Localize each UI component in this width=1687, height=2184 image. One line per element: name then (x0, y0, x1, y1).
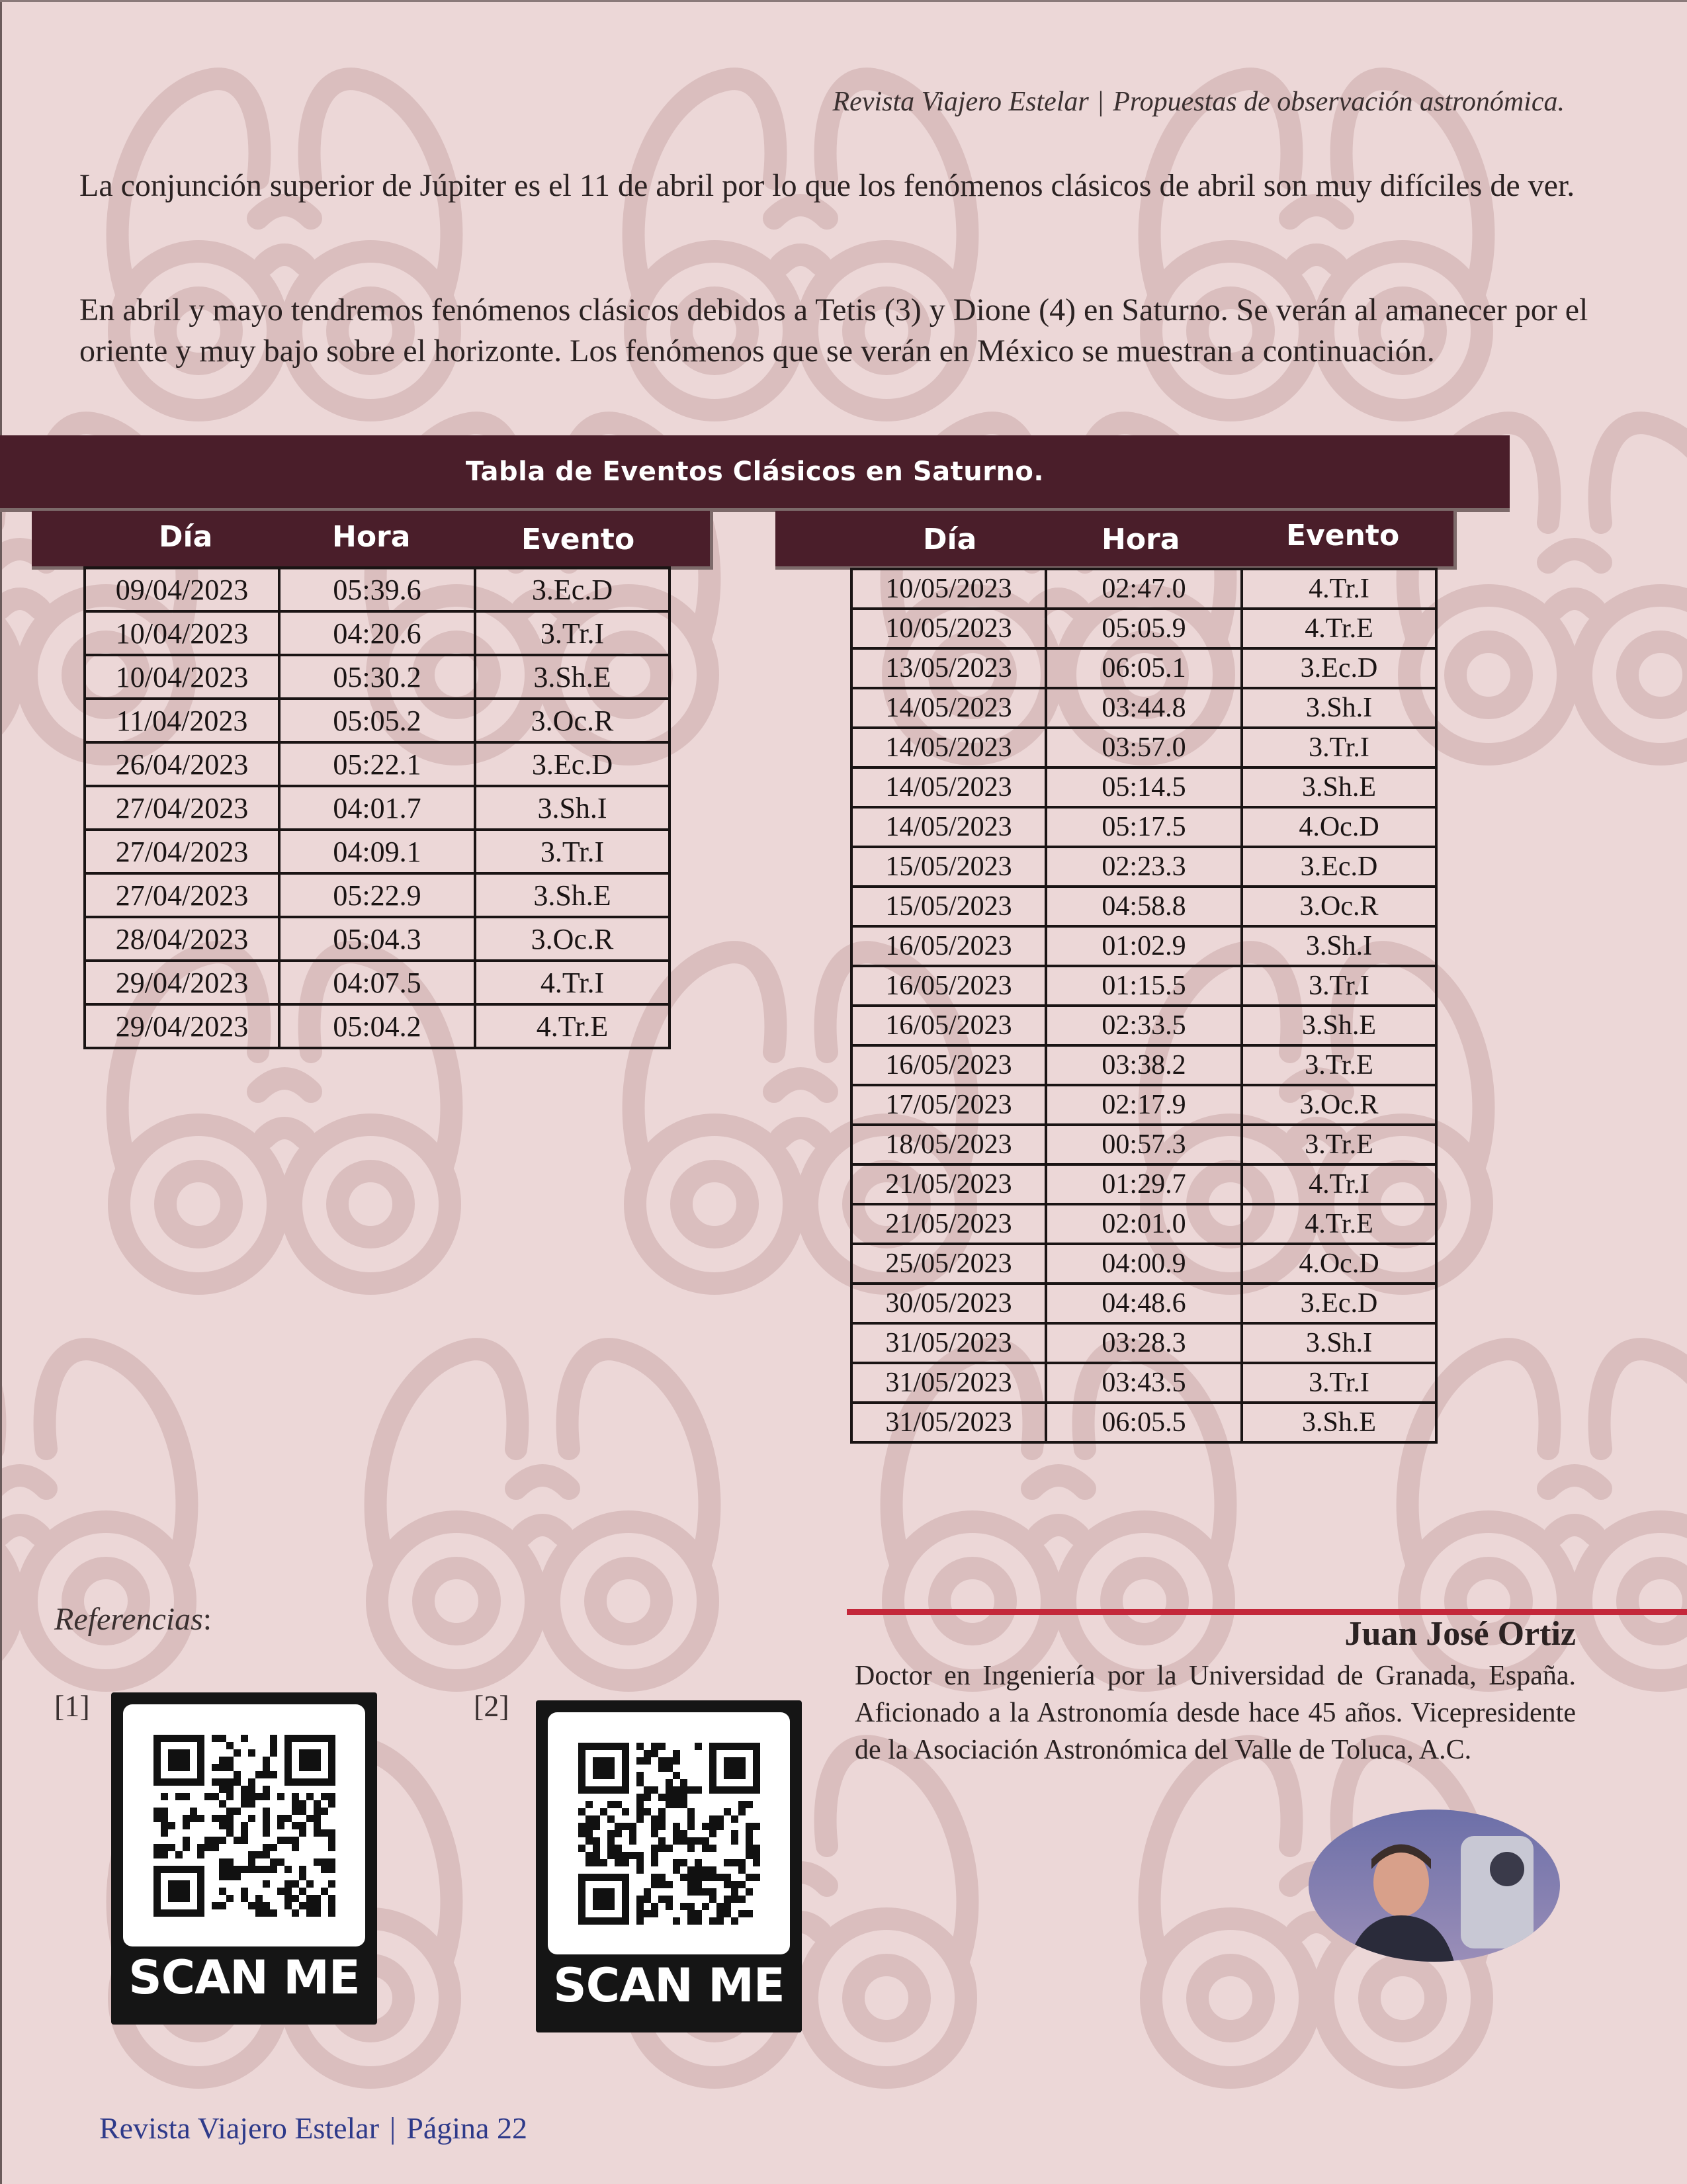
table-row (85, 611, 670, 655)
cell-dia: 14/05/2023 (851, 688, 1046, 728)
table-row (851, 847, 1436, 887)
cell-hora: 03:38.2 (1046, 1045, 1242, 1085)
cell-hora: 05:22.1 (279, 742, 475, 786)
cell-dia: 10/05/2023 (851, 569, 1046, 609)
page-footer (99, 2111, 527, 2146)
cell-hora: 05:14.5 (1046, 767, 1242, 807)
cell-dia: 14/05/2023 (851, 728, 1046, 767)
table-row (851, 926, 1436, 966)
cell-hora: 02:01.0 (1046, 1204, 1242, 1244)
cell-dia: 31/05/2023 (851, 1323, 1046, 1363)
header-separator: | (1098, 87, 1104, 117)
cell-evento: 3.Oc.R (1242, 1085, 1436, 1125)
cell-dia: 30/05/2023 (851, 1284, 1046, 1323)
footer-magazine: Revista Viajero Estelar (99, 2111, 380, 2145)
cell-evento: 3.Sh.E (1242, 767, 1436, 807)
table-row (851, 728, 1436, 767)
footer-separator: | (390, 2111, 396, 2145)
table-row (851, 1204, 1436, 1244)
cell-hora: 01:29.7 (1046, 1164, 1242, 1204)
cell-hora: 04:58.8 (1046, 887, 1242, 926)
cell-evento: 3.Ec.D (1242, 1284, 1436, 1323)
cell-dia: 16/05/2023 (851, 1006, 1046, 1045)
cell-dia: 21/05/2023 (851, 1164, 1046, 1204)
column-header-dia: Día (923, 523, 977, 556)
cell-hora: 04:09.1 (279, 830, 475, 873)
column-header-evento: Evento (521, 523, 635, 556)
table-row (851, 1085, 1436, 1125)
cell-evento: 4.Tr.I (1242, 569, 1436, 609)
header-section: Propuestas de observación astronómica. (1113, 87, 1565, 117)
cell-dia: 29/04/2023 (85, 961, 279, 1004)
table-header-left (32, 511, 713, 570)
cell-dia: 26/04/2023 (85, 742, 279, 786)
column-header-hora: Hora (332, 520, 411, 554)
cell-dia: 10/05/2023 (851, 609, 1046, 648)
cell-evento: 4.Oc.D (1242, 1244, 1436, 1284)
table-row (851, 1403, 1436, 1442)
table-row (851, 1363, 1436, 1403)
cell-evento: 3.Ec.D (475, 742, 670, 786)
cell-hora: 06:05.1 (1046, 648, 1242, 688)
reference-number: [2] (474, 1689, 509, 1723)
cell-dia: 29/04/2023 (85, 1004, 279, 1048)
cell-hora: 02:17.9 (1046, 1085, 1242, 1125)
table-row (85, 1004, 670, 1048)
cell-hora: 05:04.3 (279, 917, 475, 961)
scan-me-label: SCAN ME (128, 1950, 360, 2005)
table-row (851, 807, 1436, 847)
cell-hora: 02:23.3 (1046, 847, 1242, 887)
table-row (851, 1125, 1436, 1164)
cell-evento: 3.Tr.I (1242, 966, 1436, 1006)
scan-me-label: SCAN ME (553, 1958, 785, 2013)
cell-evento: 3.Ec.D (1242, 648, 1436, 688)
table-row (85, 742, 670, 786)
table-row (851, 887, 1436, 926)
cell-hora: 01:15.5 (1046, 966, 1242, 1006)
cell-hora: 03:57.0 (1046, 728, 1242, 767)
table-row (851, 767, 1436, 807)
cell-evento: 3.Ec.D (1242, 847, 1436, 887)
cell-hora: 05:30.2 (279, 655, 475, 699)
cell-evento: 3.Sh.I (1242, 1323, 1436, 1363)
table-row (85, 786, 670, 830)
cell-dia: 10/04/2023 (85, 611, 279, 655)
cell-evento: 3.Tr.I (1242, 1363, 1436, 1403)
cell-dia: 27/04/2023 (85, 830, 279, 873)
cell-hora: 05:05.9 (1046, 609, 1242, 648)
cell-hora: 04:01.7 (279, 786, 475, 830)
cell-hora: 04:20.6 (279, 611, 475, 655)
cell-evento: 3.Tr.I (475, 611, 670, 655)
column-header-hora: Hora (1102, 523, 1180, 556)
column-header-dia: Día (159, 520, 213, 554)
cell-evento: 4.Oc.D (1242, 807, 1436, 847)
running-header (833, 86, 1565, 118)
cell-hora: 03:44.8 (1046, 688, 1242, 728)
table-row (851, 1284, 1436, 1323)
cell-hora: 05:17.5 (1046, 807, 1242, 847)
cell-evento: 4.Tr.I (1242, 1164, 1436, 1204)
cell-dia: 18/05/2023 (851, 1125, 1046, 1164)
cell-hora: 05:22.9 (279, 873, 475, 917)
cell-dia: 16/05/2023 (851, 1045, 1046, 1085)
cell-evento: 4.Tr.I (475, 961, 670, 1004)
cell-hora: 02:47.0 (1046, 569, 1242, 609)
cell-hora: 04:07.5 (279, 961, 475, 1004)
header-magazine: Revista Viajero Estelar (832, 87, 1089, 117)
table-row (85, 568, 670, 611)
cell-evento: 3.Sh.E (475, 655, 670, 699)
cell-evento: 3.Sh.E (475, 873, 670, 917)
column-header-evento: Evento (1286, 519, 1400, 552)
events-table-april (83, 566, 671, 1049)
qr-code-icon (123, 1704, 365, 1946)
page-top-border (0, 0, 1687, 2)
table-title: Tabla de Eventos Clásicos en Saturno. (465, 457, 1045, 487)
table-row (851, 648, 1436, 688)
cell-dia: 17/05/2023 (851, 1085, 1046, 1125)
cell-dia: 31/05/2023 (851, 1403, 1046, 1442)
table-row (851, 1045, 1436, 1085)
cell-dia: 27/04/2023 (85, 873, 279, 917)
cell-evento: 3.Oc.R (475, 917, 670, 961)
cell-evento: 3.Sh.I (1242, 926, 1436, 966)
cell-dia: 27/04/2023 (85, 786, 279, 830)
cell-evento: 3.Tr.E (1242, 1125, 1436, 1164)
table-header-right (775, 511, 1457, 570)
cell-evento: 3.Tr.I (475, 830, 670, 873)
table-row (851, 966, 1436, 1006)
cell-evento: 3.Sh.E (1242, 1006, 1436, 1045)
paragraph-jupiter: La conjunción superior de Júpiter es el 11 de abril por lo que los fenómenos clásicos de abril son muy difíciles de ver. (79, 168, 1575, 203)
table-row (851, 1244, 1436, 1284)
cell-dia: 10/04/2023 (85, 655, 279, 699)
cell-dia: 11/04/2023 (85, 699, 279, 742)
cell-evento: 3.Sh.E (1242, 1403, 1436, 1442)
table-row (851, 609, 1436, 648)
table-row (851, 688, 1436, 728)
cell-dia: 14/05/2023 (851, 767, 1046, 807)
cell-dia: 13/05/2023 (851, 648, 1046, 688)
cell-dia: 14/05/2023 (851, 807, 1046, 847)
table-row (85, 830, 670, 873)
page-left-border (0, 0, 2, 2184)
cell-evento: 4.Tr.E (1242, 609, 1436, 648)
cell-dia: 15/05/2023 (851, 887, 1046, 926)
cell-dia: 25/05/2023 (851, 1244, 1046, 1284)
cell-hora: 00:57.3 (1046, 1125, 1242, 1164)
cell-evento: 4.Tr.E (1242, 1204, 1436, 1244)
table-row (85, 917, 670, 961)
cell-hora: 01:02.9 (1046, 926, 1242, 966)
cell-hora: 04:00.9 (1046, 1244, 1242, 1284)
references-label: Referencias: (54, 1602, 212, 1637)
cell-dia: 28/04/2023 (85, 917, 279, 961)
author-name: Juan José Ortiz (1344, 1615, 1576, 1653)
cell-evento: 3.Tr.E (1242, 1045, 1436, 1085)
cell-hora: 04:48.6 (1046, 1284, 1242, 1323)
cell-hora: 02:33.5 (1046, 1006, 1242, 1045)
table-row (85, 873, 670, 917)
table-row (85, 655, 670, 699)
cell-hora: 03:28.3 (1046, 1323, 1242, 1363)
paragraph-saturn: En abril y mayo tendremos fenómenos clásicos debidos a Tetis (3) y Dione (4) en Saturno. Se verán al amanecer por el oriente y muy bajo sobre el horizonte. Los fenómenos que se verán en México se muestran a continuación. (79, 292, 1588, 369)
cell-dia: 15/05/2023 (851, 847, 1046, 887)
cell-dia: 16/05/2023 (851, 966, 1046, 1006)
cell-evento: 3.Oc.R (1242, 887, 1436, 926)
cell-hora: 05:05.2 (279, 699, 475, 742)
cell-evento: 3.Tr.I (1242, 728, 1436, 767)
cell-evento: 3.Sh.I (475, 786, 670, 830)
table-title-bar (0, 435, 1510, 512)
page-number: Página 22 (406, 2111, 527, 2145)
cell-dia: 09/04/2023 (85, 568, 279, 611)
table-row (851, 569, 1436, 609)
qr-code-reference-2[interactable] (536, 1700, 802, 2032)
cell-evento: 3.Sh.I (1242, 688, 1436, 728)
table-row (851, 1164, 1436, 1204)
cell-dia: 31/05/2023 (851, 1363, 1046, 1403)
events-table-may (850, 568, 1438, 1444)
table-row (85, 699, 670, 742)
cell-hora: 05:39.6 (279, 568, 475, 611)
table-row (851, 1323, 1436, 1363)
qr-code-icon (548, 1712, 790, 1954)
reference-number: [1] (54, 1689, 90, 1723)
author-photo (1309, 1810, 1560, 1962)
cell-evento: 3.Ec.D (475, 568, 670, 611)
cell-dia: 21/05/2023 (851, 1204, 1046, 1244)
table-row (85, 961, 670, 1004)
cell-hora: 05:04.2 (279, 1004, 475, 1048)
cell-evento: 4.Tr.E (475, 1004, 670, 1048)
cell-hora: 03:43.5 (1046, 1363, 1242, 1403)
cell-dia: 16/05/2023 (851, 926, 1046, 966)
author-bio: Doctor en Ingeniería por la Universidad de Granada, España. Aficionado a la Astronomía desde hace 45 años. Vicepresidente de la Asociación Astronómica del Valle de Toluca, A.C. (855, 1661, 1576, 1765)
cell-hora: 06:05.5 (1046, 1403, 1242, 1442)
qr-code-reference-1[interactable] (111, 1692, 377, 2025)
cell-evento: 3.Oc.R (475, 699, 670, 742)
table-row (851, 1006, 1436, 1045)
